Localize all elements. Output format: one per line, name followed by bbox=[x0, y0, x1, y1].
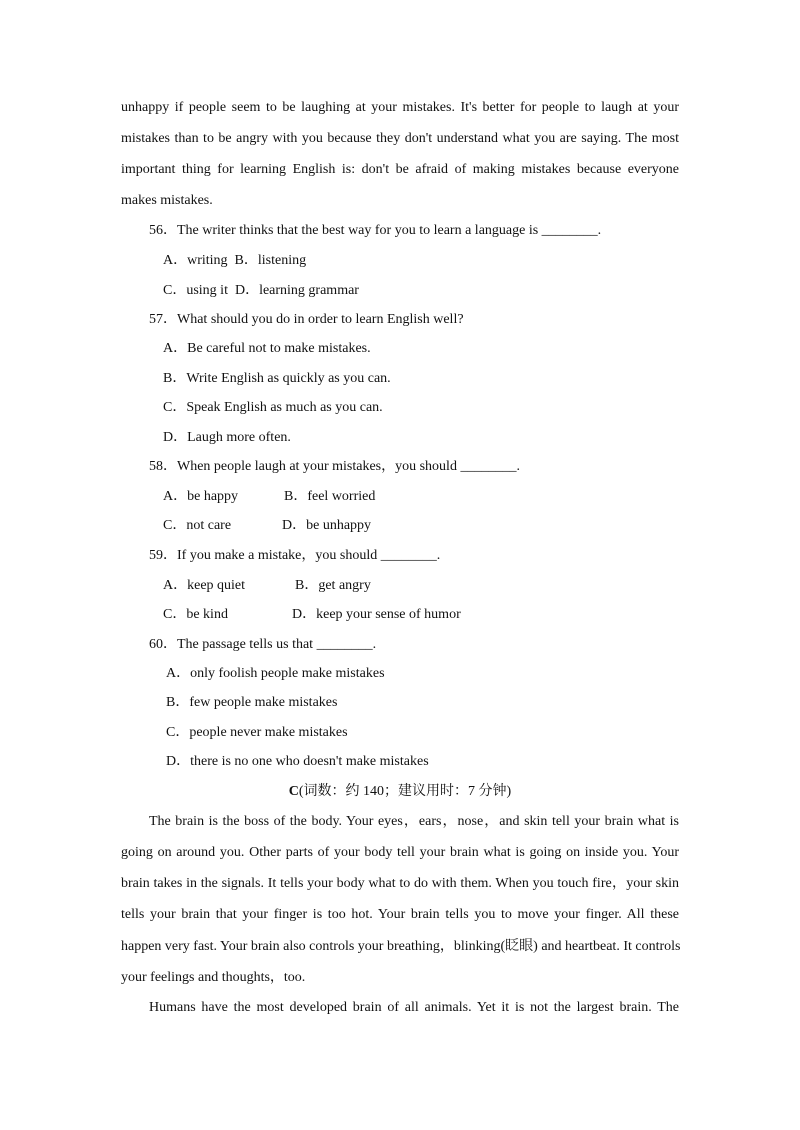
question-59-stem: 59．If you make a mistake，you should ________. bbox=[149, 548, 441, 563]
question-58-option-c: C．not care bbox=[163, 518, 232, 533]
passage-line: going on around you. Other parts of your body tell your brain what is going on inside you. Your bbox=[121, 845, 679, 860]
question-57-stem: 57．What should you do in order to learn English well? bbox=[149, 312, 464, 327]
question-58-option-a: A．be happy bbox=[163, 489, 239, 504]
question-58-stem: 58．When people laugh at your mistakes，you should ________. bbox=[149, 459, 520, 474]
question-59-option-d: D．keep your sense of humor bbox=[292, 607, 461, 622]
question-59-option-a: A．keep quiet bbox=[163, 578, 246, 593]
passage-line: Humans have the most developed brain of all animals. Yet it is not the largest brain. The bbox=[149, 1000, 679, 1015]
section-letter: C bbox=[288, 784, 299, 799]
passage-line: unhappy if people seem to be laughing at your mistakes. It's better for people to laugh at your bbox=[121, 100, 679, 115]
question-56-stem: 56．The writer thinks that the best way for you to learn a language is ________. bbox=[149, 223, 602, 238]
question-60-option-a: A．only foolish people make mistakes bbox=[166, 666, 385, 681]
question-57-option-d: D．Laugh more often. bbox=[163, 430, 291, 445]
passage-line: mistakes than to be angry with you because they don't understand what you are saying. The most bbox=[121, 131, 679, 146]
question-60-stem: 60．The passage tells us that ________. bbox=[149, 637, 377, 652]
passage-line: makes mistakes. bbox=[121, 193, 213, 208]
section-heading bbox=[0, 783, 800, 801]
passage-line: important thing for learning English is: don't be afraid of making mistakes because everyone bbox=[121, 162, 679, 177]
question-57-option-b: B．Write English as quickly as you can. bbox=[163, 371, 391, 386]
section-info: (词数：约 140；建议用时：7 分钟) bbox=[298, 784, 512, 799]
question-60-option-d: D．there is no one who doesn't make mistakes bbox=[166, 754, 429, 769]
question-58-option-b: B．feel worried bbox=[284, 489, 376, 504]
question-57-option-c: C．Speak English as much as you can. bbox=[163, 400, 383, 415]
question-56-options-cd: C．using it D．learning grammar bbox=[163, 283, 359, 298]
question-59-option-c: C．be kind bbox=[163, 607, 228, 622]
question-58-option-d: D．be unhappy bbox=[282, 518, 372, 533]
passage-line: your feelings and thoughts，too. bbox=[121, 970, 306, 985]
question-56-options-ab: A．writing B．listening bbox=[163, 253, 307, 268]
question-60-option-c: C．people never make mistakes bbox=[166, 725, 348, 740]
question-60-option-b: B．few people make mistakes bbox=[166, 695, 338, 710]
question-59-option-b: B．get angry bbox=[295, 578, 371, 593]
passage-line: The brain is the boss of the body. Your eyes，ears，nose，and skin tell your brain what is bbox=[149, 814, 679, 829]
passage-line: happen very fast. Your brain also controls your breathing，blinking(眨眼) and heartbeat. It controls bbox=[121, 939, 681, 954]
question-57-option-a: A．Be careful not to make mistakes. bbox=[163, 341, 371, 356]
passage-line: tells your brain that your finger is too hot. Your brain tells you to move your finger. All these bbox=[121, 907, 679, 922]
passage-line: brain takes in the signals. It tells your body what to do with them. When you touch fire，your skin bbox=[121, 876, 679, 891]
